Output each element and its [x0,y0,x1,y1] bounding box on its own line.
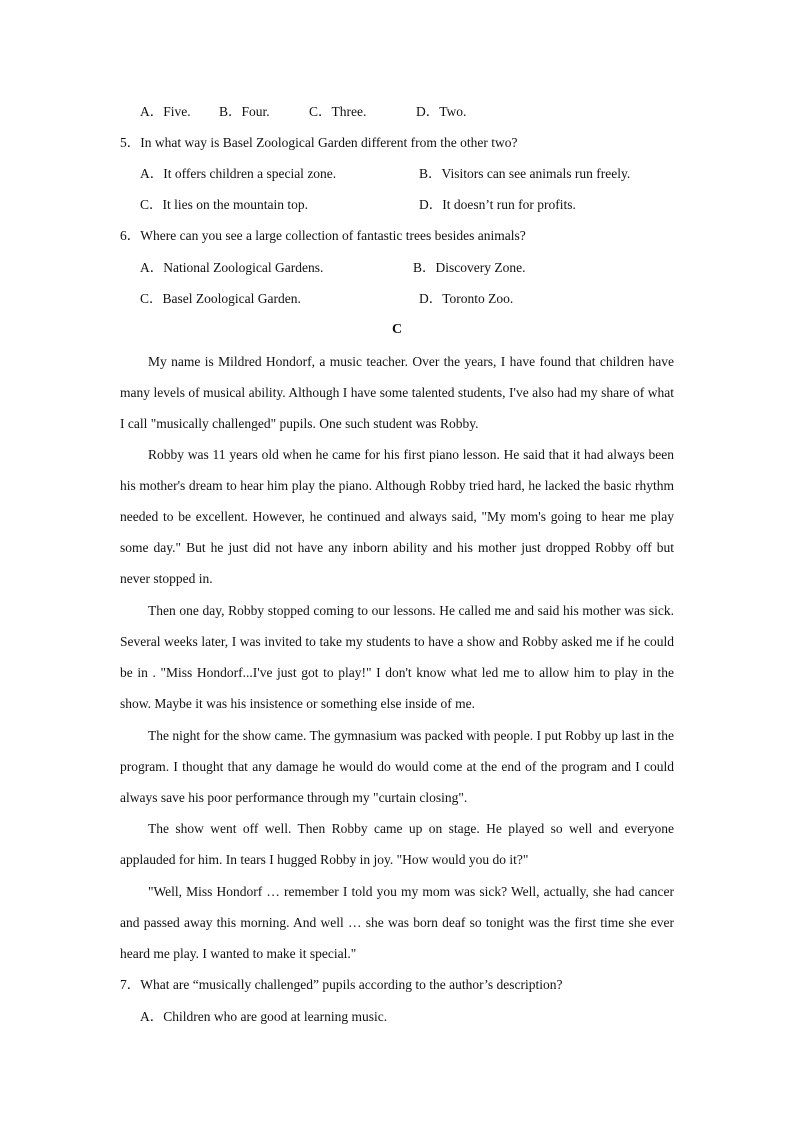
q6-question: 6．Where can you see a large collection of fantastic trees besides animals? [120,228,526,243]
passage-paragraph-4: The night for the show came. The gymnasium was packed with people. I put Robby up last in the program. I thought that any damage he would do would come at the end of the program and I could always save his poor performance through my "curtain closing". [120,728,674,805]
q5-question: 5．In what way is Basel Zoological Garden different from the other two? [120,135,518,150]
q6-option-d: D．Toronto Zoo. [419,291,514,306]
passage-paragraph-2: Robby was 11 years old when he came for his first piano lesson. He said that it had always been his mother's dream to hear him play the piano. Although Robby tried hard, he lacked the basic rhythm needed to be excellent. However, he continued and always said, "My mom's going to hear me play some day." But he just did not have any inborn ability and his mother just dropped Robby off but never stopped in. [120,447,674,586]
q6-option-b: B．Discovery Zone. [413,260,526,275]
q5-option-a: A．It offers children a special zone. [140,166,337,181]
q4-option-d: D．Two. [416,104,467,119]
passage-paragraph-3: Then one day, Robby stopped coming to our lessons. He called me and said his mother was sick. Several weeks later, I was invited to take my students to have a show and Robby asked me if he could be in . "Miss Hondorf...I've just got to play!" I don't know what led me to allow him to play in the show. Maybe it was his insistence or something else inside of me. [120,603,674,711]
passage-paragraph-6: "Well, Miss Hondorf … remember I told you my mom was sick? Well, actually, she had cancer and passed away this morning. And well … she was born deaf so tonight was the first time she ever heard me play. I wanted to make it special." [120,884,674,961]
passage-section-letter: C [391,322,403,337]
q4-option-b: B．Four. [219,104,270,119]
q6-option-c: C．Basel Zoological Garden. [140,291,301,306]
passage-paragraph-1: My name is Mildred Hondorf, a music teacher. Over the years, I have found that children have many levels of musical ability. Although I have some talented students, I've also had my share of what I call "musically challenged" pupils. One such student was Robby. [120,354,674,431]
q5-option-c: C．It lies on the mountain top. [140,197,308,212]
q6-option-a: A．National Zoological Gardens. [140,260,324,275]
q4-option-c: C．Three. [309,104,367,119]
q7-option-a: A．Children who are good at learning music. [140,1009,388,1024]
q7-question: 7．What are “musically challenged” pupils according to the author’s description? [120,977,563,992]
q5-option-d: D．It doesn’t run for profits. [419,197,576,212]
passage-paragraph-5: The show went off well. Then Robby came up on stage. He played so well and everyone applauded for him. In tears I hugged Robby in joy. "How would you do it?" [120,821,674,867]
q4-option-a: A．Five. [140,104,191,119]
q5-option-b: B．Visitors can see animals run freely. [419,166,631,181]
